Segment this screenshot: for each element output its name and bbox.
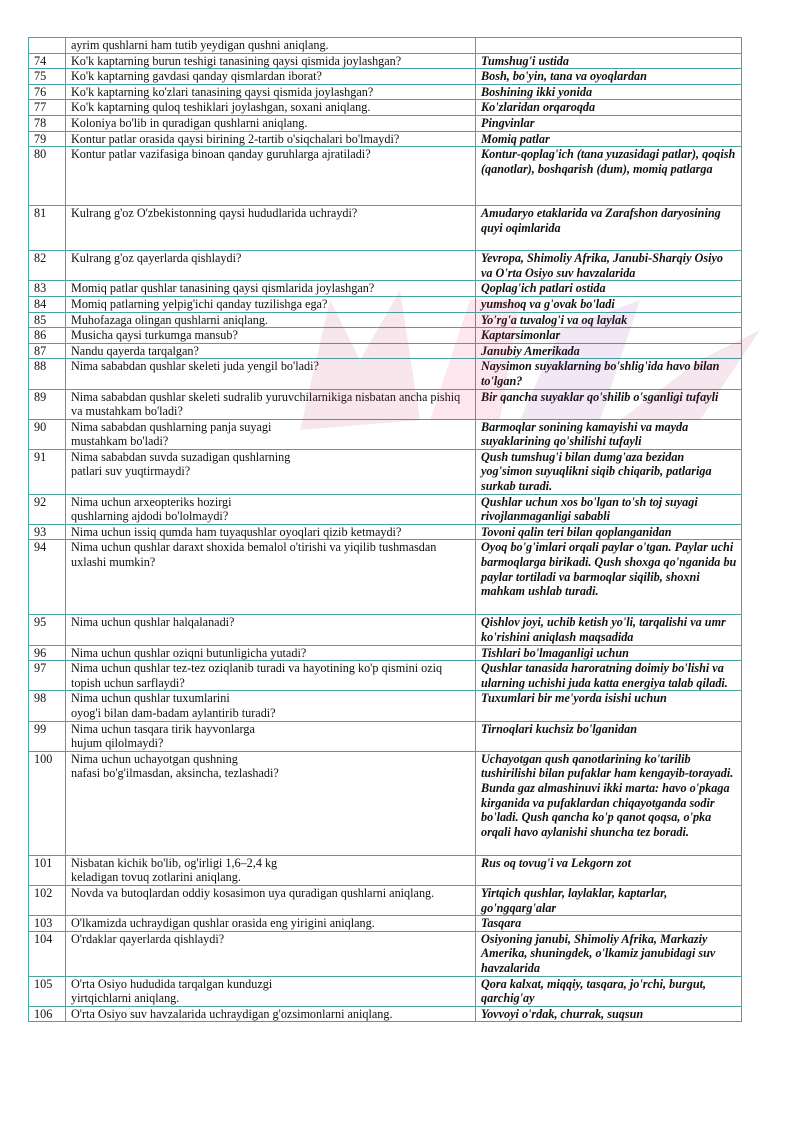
- answer-cell: Tuxumlari bir me'yorda isishi uchun: [476, 691, 742, 721]
- row-number: 89: [29, 389, 66, 419]
- table-row: [29, 721, 742, 751]
- table-row: [29, 885, 742, 915]
- table-row: [29, 115, 742, 131]
- question-cell: Novda va butoqlardan oddiy kosasimon uya quradigan qushlarni aniqlang.: [66, 885, 476, 915]
- row-number: 97: [29, 661, 66, 691]
- answer-cell: Oyoq bo'g'imlari orqali paylar o'tgan. Paylar uchi barmoqlarga birikadi. Qush shoxga qo'nganida bu paylar tortiladi va barmoqlar siqilib, shoxni mahkam ushlab turadi.: [476, 540, 742, 615]
- answer-cell: Tasqara: [476, 916, 742, 932]
- question-cell: Nima uchun arxeopteriks hozirgi qushlarning ajdodi bo'lolmaydi?: [66, 494, 476, 524]
- qa-table: [28, 37, 742, 1022]
- row-number: 99: [29, 721, 66, 751]
- table-row: [29, 38, 742, 54]
- table-row: [29, 916, 742, 932]
- answer-cell: Osiyoning janubi, Shimoliy Afrika, Markaziy Amerika, shuningdek, o'lkamiz janubidagi suv havzalarida: [476, 931, 742, 976]
- answer-cell: Naysimon suyaklarning bo'shlig'ida havo bilan to'lgan?: [476, 359, 742, 389]
- answer-cell: Tishlari bo'lmaganligi uchun: [476, 645, 742, 661]
- question-cell: Ko'k kaptarning quloq teshiklari joylashgan, soxani aniqlang.: [66, 100, 476, 116]
- table-row: [29, 53, 742, 69]
- question-cell: Nima uchun qushlar daraxt shoxida bemalol o'tirishi va yiqilib tushmasdan uxlashi mumkin?: [66, 540, 476, 615]
- table-row: [29, 84, 742, 100]
- question-cell: Muhofazaga olingan qushlarni aniqlang.: [66, 312, 476, 328]
- question-cell: Kontur patlar orasida qaysi birining 2-tartib o'siqchalari bo'lmaydi?: [66, 131, 476, 147]
- answer-cell: Tumshug'i ustida: [476, 53, 742, 69]
- question-cell: Nima uchun tasqara tirik hayvonlarga hujum qilolmaydi?: [66, 721, 476, 751]
- row-number: 78: [29, 115, 66, 131]
- question-cell: Nima sababdan qushlarning panja suyagi mustahkam bo'ladi?: [66, 419, 476, 449]
- row-number: 76: [29, 84, 66, 100]
- row-number: 103: [29, 916, 66, 932]
- question-cell: Nisbatan kichik bo'lib, og'irligi 1,6–2,4 kg keladigan tovuq zotlarini aniqlang.: [66, 855, 476, 885]
- answer-cell: Kaptarsimonlar: [476, 328, 742, 344]
- answer-cell: Qora kalxat, miqqiy, tasqara, jo'rchi, burgut, qarchig'ay: [476, 976, 742, 1006]
- row-number: 91: [29, 449, 66, 494]
- question-cell: Koloniya bo'lib in quradigan qushlarni aniqlang.: [66, 115, 476, 131]
- answer-cell: Qush tumshug'i bilan dumg'aza bezidan yog'simon suyuqlikni siqib chiqarib, patlariga surkab turadi.: [476, 449, 742, 494]
- answer-cell: Momiq patlar: [476, 131, 742, 147]
- answer-cell: Janubiy Amerikada: [476, 343, 742, 359]
- question-cell: O'rta Osiyo suv havzalarida uchraydigan g'ozsimonlarni aniqlang.: [66, 1006, 476, 1022]
- question-cell: Nima sababdan qushlar skeleti sudralib yuruvchilarnikiga nisbatan ancha pishiq va mustahkam bo'ladi?: [66, 389, 476, 419]
- row-number: 85: [29, 312, 66, 328]
- answer-cell: Tovoni qalin teri bilan qoplanganidan: [476, 524, 742, 540]
- question-cell: O'rdaklar qayerlarda qishlaydi?: [66, 931, 476, 976]
- row-number: 74: [29, 53, 66, 69]
- answer-cell: Bosh, bo'yin, tana va oyoqlardan: [476, 69, 742, 85]
- answer-cell: yumshoq va g'ovak bo'ladi: [476, 296, 742, 312]
- row-number: 84: [29, 296, 66, 312]
- table-row: [29, 691, 742, 721]
- table-row: [29, 540, 742, 615]
- answer-cell: Qoplag'ich patlari ostida: [476, 281, 742, 297]
- answer-cell: Yovvoyi o'rdak, churrak, suqsun: [476, 1006, 742, 1022]
- answer-cell: Tirnoqlari kuchsiz bo'lganidan: [476, 721, 742, 751]
- answer-cell: Qishlov joyi, uchib ketish yo'li, tarqalishi va umr ko'rishini aniqlash maqsadida: [476, 615, 742, 645]
- answer-cell: Kontur-qoplag'ich (tana yuzasidagi patlar), qoqish (qanotlar), boshqarish (dum), momiq patlarga: [476, 147, 742, 206]
- qa-table-body: [29, 38, 742, 1022]
- table-row: [29, 281, 742, 297]
- question-cell: Nima sababdan suvda suzadigan qushlarning patlari suv yuqtirmaydi?: [66, 449, 476, 494]
- answer-cell: Ko'zlaridan orqaroqda: [476, 100, 742, 116]
- table-row: [29, 751, 742, 855]
- answer-cell: Boshining ikki yonida: [476, 84, 742, 100]
- table-row: [29, 328, 742, 344]
- question-cell: Nima sababdan qushlar skeleti juda yengil bo'ladi?: [66, 359, 476, 389]
- row-number: 90: [29, 419, 66, 449]
- table-row: [29, 615, 742, 645]
- table-row: [29, 494, 742, 524]
- table-row: [29, 251, 742, 281]
- table-row: [29, 343, 742, 359]
- table-row: [29, 976, 742, 1006]
- row-number: 98: [29, 691, 66, 721]
- row-number: 82: [29, 251, 66, 281]
- question-cell: Momiq patlarning yelpig'ichi qanday tuzilishga ega?: [66, 296, 476, 312]
- table-row: [29, 855, 742, 885]
- row-number: 83: [29, 281, 66, 297]
- answer-cell: Pingvinlar: [476, 115, 742, 131]
- table-row: [29, 206, 742, 251]
- table-row: [29, 931, 742, 976]
- row-number: 81: [29, 206, 66, 251]
- question-cell: Ko'k kaptarning gavdasi qanday qismlardan iborat?: [66, 69, 476, 85]
- table-row: [29, 524, 742, 540]
- question-cell: Nima uchun qushlar oziqni butunligicha yutadi?: [66, 645, 476, 661]
- question-cell: Kulrang g'oz qayerlarda qishlaydi?: [66, 251, 476, 281]
- table-row: [29, 1006, 742, 1022]
- row-number: 92: [29, 494, 66, 524]
- table-row: [29, 449, 742, 494]
- question-cell: Ko'k kaptarning burun teshigi tanasining qaysi qismida joylashgan?: [66, 53, 476, 69]
- row-number: 96: [29, 645, 66, 661]
- answer-cell: Qushlar tanasida haroratning doimiy bo'lishi va ularning uchishi juda katta energiya talab qiladi.: [476, 661, 742, 691]
- row-number: 101: [29, 855, 66, 885]
- document-page: [28, 37, 742, 1022]
- table-row: [29, 312, 742, 328]
- row-number: 79: [29, 131, 66, 147]
- question-cell: Nima uchun qushlar halqalanadi?: [66, 615, 476, 645]
- table-row: [29, 645, 742, 661]
- question-cell: ayrim qushlarni ham tutib yeydigan qushni aniqlang.: [66, 38, 476, 54]
- row-number: 104: [29, 931, 66, 976]
- table-row: [29, 389, 742, 419]
- question-cell: Musicha qaysi turkumga mansub?: [66, 328, 476, 344]
- table-row: [29, 100, 742, 116]
- row-number: 77: [29, 100, 66, 116]
- row-number: 100: [29, 751, 66, 855]
- row-number: 75: [29, 69, 66, 85]
- answer-cell: Yevropa, Shimoliy Afrika, Janubi-Sharqiy Osiyo va O'rta Osiyo suv havzalarida: [476, 251, 742, 281]
- question-cell: Kontur patlar vazifasiga binoan qanday guruhlarga ajratiladi?: [66, 147, 476, 206]
- row-number: 88: [29, 359, 66, 389]
- answer-cell: Qushlar uchun xos bo'lgan to'sh toj suyagi rivojlanmaganligi sababli: [476, 494, 742, 524]
- table-row: [29, 661, 742, 691]
- question-cell: Momiq patlar qushlar tanasining qaysi qismlarida joylashgan?: [66, 281, 476, 297]
- question-cell: Nandu qayerda tarqalgan?: [66, 343, 476, 359]
- question-cell: O'lkamizda uchraydigan qushlar orasida eng yirigini aniqlang.: [66, 916, 476, 932]
- question-cell: Nima uchun qushlar tuxumlarini oyog'i bilan dam-badam aylantirib turadi?: [66, 691, 476, 721]
- question-cell: Ko'k kaptarning ko'zlari tanasining qaysi qismida joylashgan?: [66, 84, 476, 100]
- answer-cell: Barmoqlar sonining kamayishi va mayda suyaklarining qo'shilishi tufayli: [476, 419, 742, 449]
- row-number: 87: [29, 343, 66, 359]
- question-cell: O'rta Osiyo hududida tarqalgan kunduzgi yirtqichlarni aniqlang.: [66, 976, 476, 1006]
- row-number: 93: [29, 524, 66, 540]
- question-cell: Nima uchun uchayotgan qushning nafasi bo'g'ilmasdan, aksincha, tezlashadi?: [66, 751, 476, 855]
- answer-cell: Yirtqich qushlar, laylaklar, kaptarlar, go'ngqarg'alar: [476, 885, 742, 915]
- answer-cell: Rus oq tovug'i va Lekgorn zot: [476, 855, 742, 885]
- table-row: [29, 296, 742, 312]
- row-number: [29, 38, 66, 54]
- table-row: [29, 131, 742, 147]
- answer-cell: Bir qancha suyaklar qo'shilib o'sganligi tufayli: [476, 389, 742, 419]
- table-row: [29, 69, 742, 85]
- question-cell: Nima uchun qushlar tez-tez oziqlanib turadi va hayotining ko'p qismini oziq topish uchun sarflaydi?: [66, 661, 476, 691]
- row-number: 102: [29, 885, 66, 915]
- table-row: [29, 147, 742, 206]
- row-number: 95: [29, 615, 66, 645]
- row-number: 106: [29, 1006, 66, 1022]
- row-number: 94: [29, 540, 66, 615]
- question-cell: Kulrang g'oz O'zbekistonning qaysi hududlarida uchraydi?: [66, 206, 476, 251]
- row-number: 86: [29, 328, 66, 344]
- table-row: [29, 419, 742, 449]
- row-number: 80: [29, 147, 66, 206]
- answer-cell: [476, 38, 742, 54]
- table-row: [29, 359, 742, 389]
- answer-cell: Amudaryo etaklarida va Zarafshon daryosining quyi oqimlarida: [476, 206, 742, 251]
- row-number: 105: [29, 976, 66, 1006]
- answer-cell: Uchayotgan qush qanotlarining ko'tarilib tushirilishi bilan pufaklar ham kengayib-torayadi. Bunda gaz almashinuvi ikki marta: havo o'pkaga kirganida va pufaklardan chiqayotganda sodir bo'ladi. Qush qancha ko'p qanot qoqsa, o'pka orqali havo aylanishi shuncha tez boradi.: [476, 751, 742, 855]
- question-cell: Nima uchun issiq qumda ham tuyaqushlar oyoqlari qizib ketmaydi?: [66, 524, 476, 540]
- answer-cell: Yo'rg'a tuvalog'i va oq laylak: [476, 312, 742, 328]
